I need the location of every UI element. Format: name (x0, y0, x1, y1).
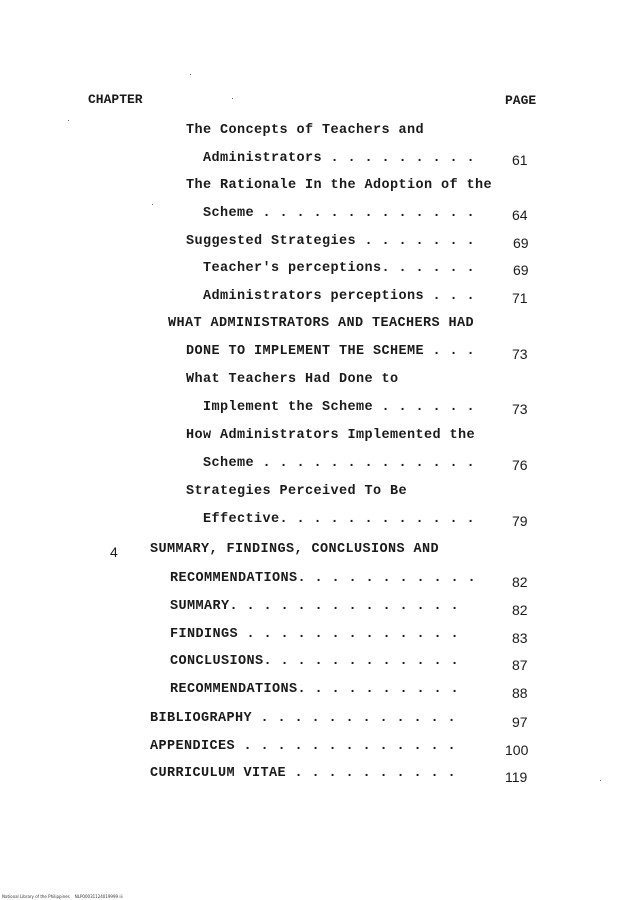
chapter-number: 4 (110, 544, 118, 560)
toc-entry-text: Suggested Strategies . . . . . . . (186, 234, 476, 249)
toc-entry-text: DONE TO IMPLEMENT THE SCHEME . . . (186, 344, 476, 359)
toc-entry-text: RECOMMENDATIONS. . . . . . . . . . . (170, 571, 477, 586)
scan-speck (232, 98, 233, 99)
toc-entry-text: WHAT ADMINISTRATORS AND TEACHERS HAD (168, 316, 475, 331)
footer-watermark: National Library of the Philippines NLP00031124019999 iii (2, 894, 123, 899)
toc-entry-page: 69 (513, 262, 529, 278)
toc-entry-page: 88 (512, 685, 528, 701)
toc-entry-text: Scheme . . . . . . . . . . . . . (203, 456, 476, 471)
toc-entry-text: RECOMMENDATIONS. . . . . . . . . . (170, 682, 460, 697)
toc-entry-page: 83 (512, 630, 528, 646)
scan-speck (600, 780, 601, 781)
toc-entry-page: 69 (513, 235, 529, 251)
toc-entry-text: APPENDICES . . . . . . . . . . . . . (150, 739, 457, 754)
toc-entry-text: Teacher's perceptions. . . . . . (203, 261, 476, 276)
toc-entry-text: Administrators . . . . . . . . . (203, 151, 476, 166)
toc-entry-page: 61 (512, 152, 528, 168)
toc-entry-text: SUMMARY. . . . . . . . . . . . . . (170, 599, 460, 614)
toc-entry-text: The Concepts of Teachers and (186, 123, 425, 138)
toc-entry-page: 87 (512, 657, 528, 673)
toc-entry-text: Scheme . . . . . . . . . . . . . (203, 206, 476, 221)
toc-entry-text: Implement the Scheme . . . . . . (203, 400, 476, 415)
toc-entry-text: How Administrators Implemented the (186, 428, 476, 443)
toc-entry-text: Strategies Perceived To Be (186, 484, 408, 499)
toc-entry-page: 64 (512, 207, 528, 223)
scan-speck (190, 74, 191, 75)
toc-entry-text: The Rationale In the Adoption of the (186, 178, 493, 193)
toc-entry-text: BIBLIOGRAPHY . . . . . . . . . . . . (150, 711, 457, 726)
scan-speck (152, 204, 153, 205)
scan-speck (68, 120, 69, 121)
toc-entry-text: Effective. . . . . . . . . . . . (203, 512, 476, 527)
toc-entry-page: 119 (505, 769, 528, 785)
toc-entry-text: Administrators perceptions . . . (203, 289, 476, 304)
toc-entry-page: 82 (512, 602, 528, 618)
toc-entry-page: 71 (512, 290, 528, 306)
toc-entry-text: FINDINGS . . . . . . . . . . . . . (170, 627, 460, 642)
toc-entry-page: 82 (512, 574, 528, 590)
toc-entry-text: What Teachers Had Done to (186, 372, 399, 387)
toc-entry-text: CURRICULUM VITAE . . . . . . . . . . (150, 766, 457, 781)
toc-entry-text: SUMMARY, FINDINGS, CONCLUSIONS AND (150, 542, 440, 557)
toc-entry-text: CONCLUSIONS. . . . . . . . . . . . (170, 654, 460, 669)
toc-entry-page: 76 (512, 457, 528, 473)
toc-entry-page: 73 (512, 346, 528, 362)
toc-entry-page: 97 (512, 714, 528, 730)
toc-entry-page: 100 (505, 742, 529, 758)
page-column-header: PAGE (505, 93, 537, 108)
toc-entry-page: 79 (512, 513, 528, 529)
chapter-column-header: CHAPTER (88, 92, 143, 107)
toc-entry-page: 73 (512, 401, 528, 417)
